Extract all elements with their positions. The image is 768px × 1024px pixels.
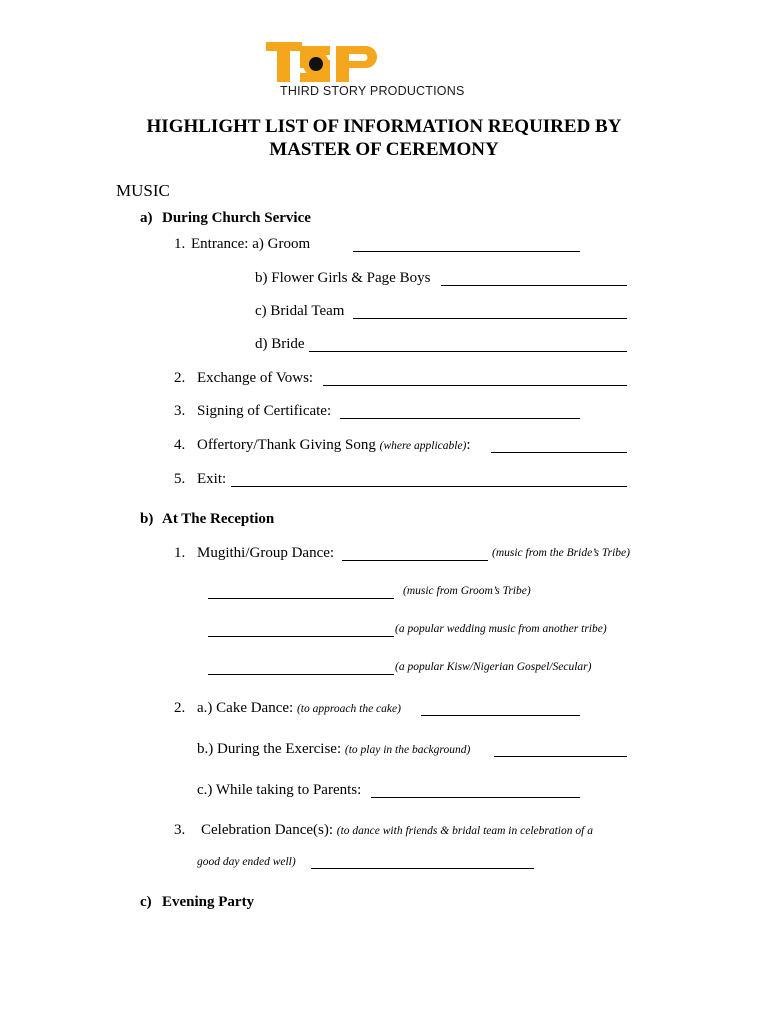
vows-number: 2. (174, 370, 186, 386)
celebration-label: Celebration Dance(s): (201, 822, 334, 838)
groom-blank-line[interactable] (353, 251, 580, 252)
certificate-blank-line[interactable] (340, 418, 580, 419)
certificate-number: 3. (174, 403, 186, 419)
gospel-note: (a popular Kisw/Nigerian Gospel/Secular) (395, 661, 592, 673)
bride-blank-line[interactable] (309, 351, 627, 352)
celebration-note-1: (to dance with friends & bridal team in celebration of a (336, 825, 593, 837)
offertory-blank-line[interactable] (491, 452, 627, 453)
mugithi-blank-line[interactable] (342, 560, 488, 561)
document-title-line-2: MASTER OF CEREMONY (269, 139, 499, 160)
exercise-note: (to play in the background) (344, 744, 471, 756)
section-b-label: b) (140, 511, 154, 527)
bride-tribe-note: (music from the Bride’s Tribe) (492, 547, 630, 559)
mugithi-label: Mugithi/Group Dance: (197, 545, 335, 561)
tsp-logo (266, 42, 378, 86)
celebration-row (201, 822, 593, 839)
cake-row (197, 700, 401, 717)
offertory-label: Offertory/Thank Giving Song (197, 437, 376, 453)
offertory-note: (where applicable) (379, 440, 467, 452)
bridal-team-blank-line[interactable] (353, 318, 627, 319)
celebration-note-2: good day ended well) (197, 856, 296, 868)
parents-label: c.) While taking to Parents: (197, 782, 362, 798)
celebration-number: 3. (174, 822, 186, 838)
section-b-title: At The Reception (162, 511, 275, 527)
cake-dance-label: a.) Cake Dance: (197, 700, 294, 716)
exit-number: 5. (174, 471, 186, 487)
vows-label: Exchange of Vows: (197, 370, 314, 386)
vows-blank-line[interactable] (323, 385, 627, 386)
section-a-title: During Church Service (162, 210, 311, 226)
exit-label: Exit: (197, 471, 227, 487)
cake-number: 2. (174, 700, 186, 716)
celebration-blank-line[interactable] (311, 868, 534, 869)
exit-blank-line[interactable] (231, 486, 627, 487)
document-title-line-1: HIGHLIGHT LIST OF INFORMATION REQUIRED BY (146, 116, 622, 137)
other-tribe-note: (a popular wedding music from another tribe) (395, 623, 607, 635)
offertory-row (197, 437, 471, 454)
entrance-number: 1. (174, 236, 186, 252)
exercise-blank-line[interactable] (494, 756, 627, 757)
logo-subtitle: THIRD STORY PRODUCTIONS (280, 84, 465, 98)
cake-blank-line[interactable] (421, 715, 580, 716)
gospel-blank-line[interactable] (208, 674, 394, 675)
music-heading: MUSIC (116, 181, 170, 200)
entrance-groom-label: Entrance: a) Groom (191, 236, 311, 252)
parents-blank-line[interactable] (371, 797, 580, 798)
section-c-title: Evening Party (162, 894, 255, 910)
groom-tribe-note: (music from Groom’s Tribe) (403, 585, 531, 597)
bridal-team-label: c) Bridal Team (255, 303, 345, 319)
section-c-label: c) (140, 894, 152, 910)
mugithi-number: 1. (174, 545, 186, 561)
cake-note: (to approach the cake) (296, 703, 401, 715)
offertory-colon: : (466, 437, 471, 453)
flower-girls-blank-line[interactable] (441, 285, 627, 286)
offertory-number: 4. (174, 437, 186, 453)
exercise-row (197, 741, 470, 758)
certificate-label: Signing of Certificate: (197, 403, 332, 419)
groom-tribe-blank-line[interactable] (208, 598, 394, 599)
other-tribe-blank-line[interactable] (208, 636, 394, 637)
flower-girls-label: b) Flower Girls & Page Boys (255, 270, 431, 286)
section-a-label: a) (140, 210, 153, 226)
bride-label: d) Bride (255, 336, 305, 352)
exercise-label: b.) During the Exercise: (197, 741, 342, 757)
